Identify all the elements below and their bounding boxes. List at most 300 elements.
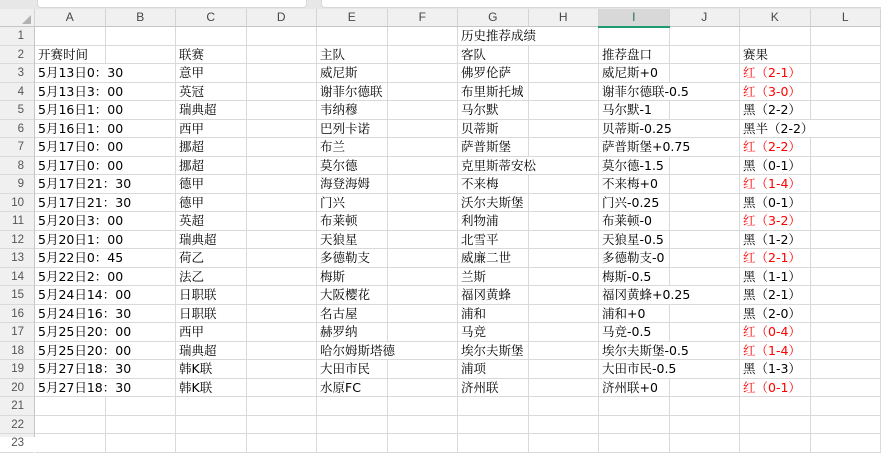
cell-F21[interactable]	[388, 397, 459, 416]
cell-C23[interactable]	[176, 434, 247, 453]
cell-K22[interactable]	[740, 416, 811, 435]
cell-C18[interactable]	[176, 342, 247, 361]
cell-L23[interactable]	[811, 434, 881, 453]
column-header-A[interactable]: A	[35, 9, 106, 26]
cell-E15[interactable]	[317, 286, 388, 305]
cell-J12[interactable]	[670, 231, 741, 250]
cell-C13[interactable]	[176, 249, 247, 268]
cell-B22[interactable]	[106, 416, 177, 435]
cell-D20[interactable]	[247, 379, 318, 398]
cell-G11[interactable]	[458, 212, 529, 231]
cell-C14[interactable]	[176, 268, 247, 287]
cell-G14[interactable]	[458, 268, 529, 287]
cell-J1[interactable]	[670, 27, 741, 46]
cell-K10[interactable]	[740, 194, 811, 213]
cell-C5[interactable]	[176, 101, 247, 120]
cell-F10[interactable]	[388, 194, 459, 213]
cell-A8[interactable]	[35, 157, 106, 176]
cell-L19[interactable]	[811, 360, 881, 379]
cell-I16[interactable]	[599, 305, 670, 324]
cell-G9[interactable]	[458, 175, 529, 194]
cell-G23[interactable]	[458, 434, 529, 453]
cell-C22[interactable]	[176, 416, 247, 435]
cell-J3[interactable]	[670, 64, 741, 83]
cell-E23[interactable]	[317, 434, 388, 453]
cell-K8[interactable]	[740, 157, 811, 176]
cell-D5[interactable]	[247, 101, 318, 120]
cell-E9[interactable]	[317, 175, 388, 194]
cell-L21[interactable]	[811, 397, 881, 416]
cell-H14[interactable]	[529, 268, 600, 287]
cell-L18[interactable]	[811, 342, 881, 361]
cell-J21[interactable]	[670, 397, 741, 416]
cell-C21[interactable]	[176, 397, 247, 416]
row-header-15[interactable]: 15	[0, 286, 34, 305]
cell-I4[interactable]	[599, 83, 670, 102]
cell-D10[interactable]	[247, 194, 318, 213]
cell-H5[interactable]	[529, 101, 600, 120]
cell-L20[interactable]	[811, 379, 881, 398]
cell-F8[interactable]	[388, 157, 459, 176]
cell-text: 5月20日3：00	[35, 212, 127, 230]
cell-I8[interactable]	[599, 157, 670, 176]
cell-K9[interactable]	[740, 175, 811, 194]
cell-J5[interactable]	[670, 101, 741, 120]
cell-E3[interactable]	[317, 64, 388, 83]
column-headers	[0, 9, 881, 27]
cell-K2[interactable]	[740, 46, 811, 65]
cell-K15[interactable]	[740, 286, 811, 305]
row-header-23[interactable]: 23	[0, 434, 34, 453]
cell-C15[interactable]	[176, 286, 247, 305]
cell-E17[interactable]	[317, 323, 388, 342]
row-header-12[interactable]: 12	[0, 231, 34, 250]
cell-L14[interactable]	[811, 268, 881, 287]
cell-C11[interactable]	[176, 212, 247, 231]
cell-K5[interactable]	[740, 101, 811, 120]
cell-C9[interactable]	[176, 175, 247, 194]
cell-A14[interactable]	[35, 268, 106, 287]
column-header-F[interactable]: F	[388, 9, 459, 26]
cell-C6[interactable]	[176, 120, 247, 139]
cell-D12[interactable]	[247, 231, 318, 250]
cell-D7[interactable]	[247, 138, 318, 157]
cell-A20[interactable]	[35, 379, 106, 398]
cell-E16[interactable]	[317, 305, 388, 324]
cell-E8[interactable]	[317, 157, 388, 176]
cell-F15[interactable]	[388, 286, 459, 305]
cell-A3[interactable]	[35, 64, 106, 83]
column-header-D[interactable]: D	[247, 9, 318, 26]
cell-G18[interactable]	[458, 342, 529, 361]
cell-I11[interactable]	[599, 212, 670, 231]
row-header-22[interactable]: 22	[0, 416, 34, 435]
cell-L10[interactable]	[811, 194, 881, 213]
cell-text: 福冈黄蜂+0.25	[599, 286, 694, 304]
cell-I9[interactable]	[599, 175, 670, 194]
cell-G15[interactable]	[458, 286, 529, 305]
row-header-1[interactable]: 1	[0, 27, 34, 46]
cell-I15[interactable]	[599, 286, 670, 305]
cell-H23[interactable]	[529, 434, 600, 453]
cell-K6[interactable]	[740, 120, 811, 139]
cell-E18[interactable]	[317, 342, 388, 361]
cell-J14[interactable]	[670, 268, 741, 287]
cell-D8[interactable]	[247, 157, 318, 176]
row-header-20[interactable]: 20	[0, 379, 34, 398]
cell-C16[interactable]	[176, 305, 247, 324]
cell-A19[interactable]	[35, 360, 106, 379]
cell-G5[interactable]	[458, 101, 529, 120]
cell-D14[interactable]	[247, 268, 318, 287]
cell-I12[interactable]	[599, 231, 670, 250]
cell-F17[interactable]	[388, 323, 459, 342]
cell-F9[interactable]	[388, 175, 459, 194]
cell-J16[interactable]	[670, 305, 741, 324]
cell-C7[interactable]	[176, 138, 247, 157]
cell-J8[interactable]	[670, 157, 741, 176]
cell-K18[interactable]	[740, 342, 811, 361]
cell-L15[interactable]	[811, 286, 881, 305]
row-header-11[interactable]: 11	[0, 212, 34, 231]
cell-D22[interactable]	[247, 416, 318, 435]
row-header-13[interactable]: 13	[0, 249, 34, 268]
cell-J2[interactable]	[670, 46, 741, 65]
cell-F22[interactable]	[388, 416, 459, 435]
cell-text: 埃尔夫斯堡-0.5	[599, 342, 693, 360]
cell-D1[interactable]	[247, 27, 318, 46]
cell-J6[interactable]	[670, 120, 741, 139]
select-all-button[interactable]	[0, 9, 35, 26]
cell-A10[interactable]	[35, 194, 106, 213]
cell-L17[interactable]	[811, 323, 881, 342]
cell-E19[interactable]	[317, 360, 388, 379]
row-header-16[interactable]: 16	[0, 305, 34, 324]
cell-K4[interactable]	[740, 83, 811, 102]
row-header-18[interactable]: 18	[0, 342, 34, 361]
cell-C20[interactable]	[176, 379, 247, 398]
cell-G8[interactable]	[458, 157, 529, 176]
cell-A22[interactable]	[35, 416, 106, 435]
cell-L3[interactable]	[811, 64, 881, 83]
cell-D11[interactable]	[247, 212, 318, 231]
cell-C1[interactable]	[176, 27, 247, 46]
cell-J9[interactable]	[670, 175, 741, 194]
cell-K11[interactable]	[740, 212, 811, 231]
cell-D6[interactable]	[247, 120, 318, 139]
cell-B23[interactable]	[106, 434, 177, 453]
cell-C12[interactable]	[176, 231, 247, 250]
cell-L13[interactable]	[811, 249, 881, 268]
cell-F7[interactable]	[388, 138, 459, 157]
cell-A2[interactable]	[35, 46, 106, 65]
cell-G17[interactable]	[458, 323, 529, 342]
cell-B21[interactable]	[106, 397, 177, 416]
cell-L12[interactable]	[811, 231, 881, 250]
cell-D9[interactable]	[247, 175, 318, 194]
cell-F4[interactable]	[388, 83, 459, 102]
cell-I22[interactable]	[599, 416, 670, 435]
cell-E2[interactable]	[317, 46, 388, 65]
cell-A7[interactable]	[35, 138, 106, 157]
cell-L1[interactable]	[811, 27, 881, 46]
name-box[interactable]	[37, 0, 307, 8]
cell-H17[interactable]	[529, 323, 600, 342]
cell-D16[interactable]	[247, 305, 318, 324]
column-header-B[interactable]: B	[106, 9, 177, 26]
cell-A15[interactable]	[35, 286, 106, 305]
cell-J11[interactable]	[670, 212, 741, 231]
cell-E6[interactable]	[317, 120, 388, 139]
cell-D21[interactable]	[247, 397, 318, 416]
cell-D13[interactable]	[247, 249, 318, 268]
cell-A12[interactable]	[35, 231, 106, 250]
cell-C8[interactable]	[176, 157, 247, 176]
cell-H13[interactable]	[529, 249, 600, 268]
cell-D15[interactable]	[247, 286, 318, 305]
cell-I2[interactable]	[599, 46, 670, 65]
cell-J17[interactable]	[670, 323, 741, 342]
cell-G19[interactable]	[458, 360, 529, 379]
cell-C19[interactable]	[176, 360, 247, 379]
row-header-21[interactable]: 21	[0, 397, 34, 416]
cell-K17[interactable]	[740, 323, 811, 342]
cell-J10[interactable]	[670, 194, 741, 213]
cell-H18[interactable]	[529, 342, 600, 361]
cell-D3[interactable]	[247, 64, 318, 83]
cell-I7[interactable]	[599, 138, 670, 157]
cell-A11[interactable]	[35, 212, 106, 231]
column-header-G[interactable]: G	[458, 9, 529, 26]
cell-C3[interactable]	[176, 64, 247, 83]
column-header-C[interactable]: C	[176, 9, 247, 26]
cell-K12[interactable]	[740, 231, 811, 250]
cell-F5[interactable]	[388, 101, 459, 120]
cell-H21[interactable]	[529, 397, 600, 416]
cell-A5[interactable]	[35, 101, 106, 120]
cell-H6[interactable]	[529, 120, 600, 139]
cell-G7[interactable]	[458, 138, 529, 157]
cell-K1[interactable]	[740, 27, 811, 46]
cell-text: 不来梅	[458, 175, 503, 193]
cell-H22[interactable]	[529, 416, 600, 435]
cell-G16[interactable]	[458, 305, 529, 324]
cell-K20[interactable]	[740, 379, 811, 398]
cell-D18[interactable]	[247, 342, 318, 361]
cell-D17[interactable]	[247, 323, 318, 342]
cell-J20[interactable]	[670, 379, 741, 398]
cell-C17[interactable]	[176, 323, 247, 342]
cell-L5[interactable]	[811, 101, 881, 120]
cell-text: 瑞典超	[176, 342, 221, 360]
cell-K13[interactable]	[740, 249, 811, 268]
cell-H7[interactable]	[529, 138, 600, 157]
row-header-8[interactable]: 8	[0, 157, 34, 176]
cell-L8[interactable]	[811, 157, 881, 176]
row-header-6[interactable]: 6	[0, 120, 34, 139]
cell-H4[interactable]	[529, 83, 600, 102]
cell-L6[interactable]	[811, 120, 881, 139]
cell-F6[interactable]	[388, 120, 459, 139]
cell-F1[interactable]	[388, 27, 459, 46]
cell-I6[interactable]	[599, 120, 670, 139]
cell-H9[interactable]	[529, 175, 600, 194]
row-header-14[interactable]: 14	[0, 268, 34, 287]
cell-L2[interactable]	[811, 46, 881, 65]
cell-A17[interactable]	[35, 323, 106, 342]
cell-C2[interactable]	[176, 46, 247, 65]
row-header-17[interactable]: 17	[0, 323, 34, 342]
cell-I19[interactable]	[599, 360, 670, 379]
cell-E1[interactable]	[317, 27, 388, 46]
cell-H16[interactable]	[529, 305, 600, 324]
cell-G21[interactable]	[458, 397, 529, 416]
cell-I13[interactable]	[599, 249, 670, 268]
cell-H20[interactable]	[529, 379, 600, 398]
cell-J22[interactable]	[670, 416, 741, 435]
cell-G2[interactable]	[458, 46, 529, 65]
cell-F13[interactable]	[388, 249, 459, 268]
cell-L16[interactable]	[811, 305, 881, 324]
cell-C10[interactable]	[176, 194, 247, 213]
cell-A1[interactable]	[35, 27, 106, 46]
cell-G13[interactable]	[458, 249, 529, 268]
cell-F20[interactable]	[388, 379, 459, 398]
column-header-L[interactable]: L	[811, 9, 881, 26]
cell-E11[interactable]	[317, 212, 388, 231]
cell-text: 利物浦	[458, 212, 503, 230]
cell-text: 多德勒支-0	[599, 249, 668, 267]
cell-A13[interactable]	[35, 249, 106, 268]
cell-J23[interactable]	[670, 434, 741, 453]
cell-D23[interactable]	[247, 434, 318, 453]
cell-A18[interactable]	[35, 342, 106, 361]
cell-H15[interactable]	[529, 286, 600, 305]
cell-K23[interactable]	[740, 434, 811, 453]
cell-K7[interactable]	[740, 138, 811, 157]
formula-bar[interactable]	[321, 0, 881, 8]
cell-G4[interactable]	[458, 83, 529, 102]
row-header-9[interactable]: 9	[0, 175, 34, 194]
cell-D19[interactable]	[247, 360, 318, 379]
column-header-H[interactable]: H	[529, 9, 600, 26]
row-header-2[interactable]: 2	[0, 46, 34, 65]
cell-I18[interactable]	[599, 342, 670, 361]
cell-G10[interactable]	[458, 194, 529, 213]
cell-H2[interactable]	[529, 46, 600, 65]
cell-E14[interactable]	[317, 268, 388, 287]
cell-E13[interactable]	[317, 249, 388, 268]
cell-G3[interactable]	[458, 64, 529, 83]
column-header-E[interactable]: E	[317, 9, 388, 26]
cell-B1[interactable]	[106, 27, 177, 46]
cell-F23[interactable]	[388, 434, 459, 453]
cell-A4[interactable]	[35, 83, 106, 102]
column-header-K[interactable]: K	[740, 9, 811, 26]
cell-I3[interactable]	[599, 64, 670, 83]
cell-text: 法乙	[176, 268, 208, 286]
cell-E7[interactable]	[317, 138, 388, 157]
cell-F19[interactable]	[388, 360, 459, 379]
cell-I14[interactable]	[599, 268, 670, 287]
cell-D2[interactable]	[247, 46, 318, 65]
cell-text: 红（2-1）	[740, 64, 805, 82]
cell-I20[interactable]	[599, 379, 670, 398]
row-header-4[interactable]: 4	[0, 83, 34, 102]
cell-K3[interactable]	[740, 64, 811, 83]
cell-L7[interactable]	[811, 138, 881, 157]
cell-I21[interactable]	[599, 397, 670, 416]
cell-G22[interactable]	[458, 416, 529, 435]
cell-G1[interactable]	[458, 27, 529, 46]
cell-F12[interactable]	[388, 231, 459, 250]
cell-text: 布里斯托城	[458, 83, 528, 101]
row-header-10[interactable]: 10	[0, 194, 34, 213]
cell-F11[interactable]	[388, 212, 459, 231]
cell-C4[interactable]	[176, 83, 247, 102]
cell-F16[interactable]	[388, 305, 459, 324]
cell-E10[interactable]	[317, 194, 388, 213]
cell-L11[interactable]	[811, 212, 881, 231]
cell-K19[interactable]	[740, 360, 811, 379]
cell-B2[interactable]	[106, 46, 177, 65]
cell-L4[interactable]	[811, 83, 881, 102]
cell-K16[interactable]	[740, 305, 811, 324]
cell-H19[interactable]	[529, 360, 600, 379]
cell-text: 意甲	[176, 64, 208, 82]
column-header-I[interactable]: I	[599, 9, 670, 26]
cell-L9[interactable]	[811, 175, 881, 194]
row-header-19[interactable]: 19	[0, 360, 34, 379]
cell-E21[interactable]	[317, 397, 388, 416]
cell-G12[interactable]	[458, 231, 529, 250]
cell-F2[interactable]	[388, 46, 459, 65]
cell-I10[interactable]	[599, 194, 670, 213]
cell-E12[interactable]	[317, 231, 388, 250]
cell-K14[interactable]	[740, 268, 811, 287]
cell-G6[interactable]	[458, 120, 529, 139]
cell-I5[interactable]	[599, 101, 670, 120]
cell-A9[interactable]	[35, 175, 106, 194]
cell-A21[interactable]	[35, 397, 106, 416]
cell-A16[interactable]	[35, 305, 106, 324]
row-header-7[interactable]: 7	[0, 138, 34, 157]
cell-F3[interactable]	[388, 64, 459, 83]
cell-H10[interactable]	[529, 194, 600, 213]
cell-L22[interactable]	[811, 416, 881, 435]
cell-E20[interactable]	[317, 379, 388, 398]
column-header-J[interactable]: J	[670, 9, 741, 26]
cell-E4[interactable]	[317, 83, 388, 102]
cell-A6[interactable]	[35, 120, 106, 139]
cell-H3[interactable]	[529, 64, 600, 83]
cell-A23[interactable]	[35, 434, 106, 453]
cell-J13[interactable]	[670, 249, 741, 268]
cell-F14[interactable]	[388, 268, 459, 287]
cell-G20[interactable]	[458, 379, 529, 398]
cell-I17[interactable]	[599, 323, 670, 342]
row-header-5[interactable]: 5	[0, 101, 34, 120]
cell-K21[interactable]	[740, 397, 811, 416]
cell-D4[interactable]	[247, 83, 318, 102]
row-header-3[interactable]: 3	[0, 64, 34, 83]
cell-E22[interactable]	[317, 416, 388, 435]
cell-I1[interactable]	[599, 27, 670, 46]
cell-E5[interactable]	[317, 101, 388, 120]
cell-H11[interactable]	[529, 212, 600, 231]
cell-I23[interactable]	[599, 434, 670, 453]
cell-H12[interactable]	[529, 231, 600, 250]
